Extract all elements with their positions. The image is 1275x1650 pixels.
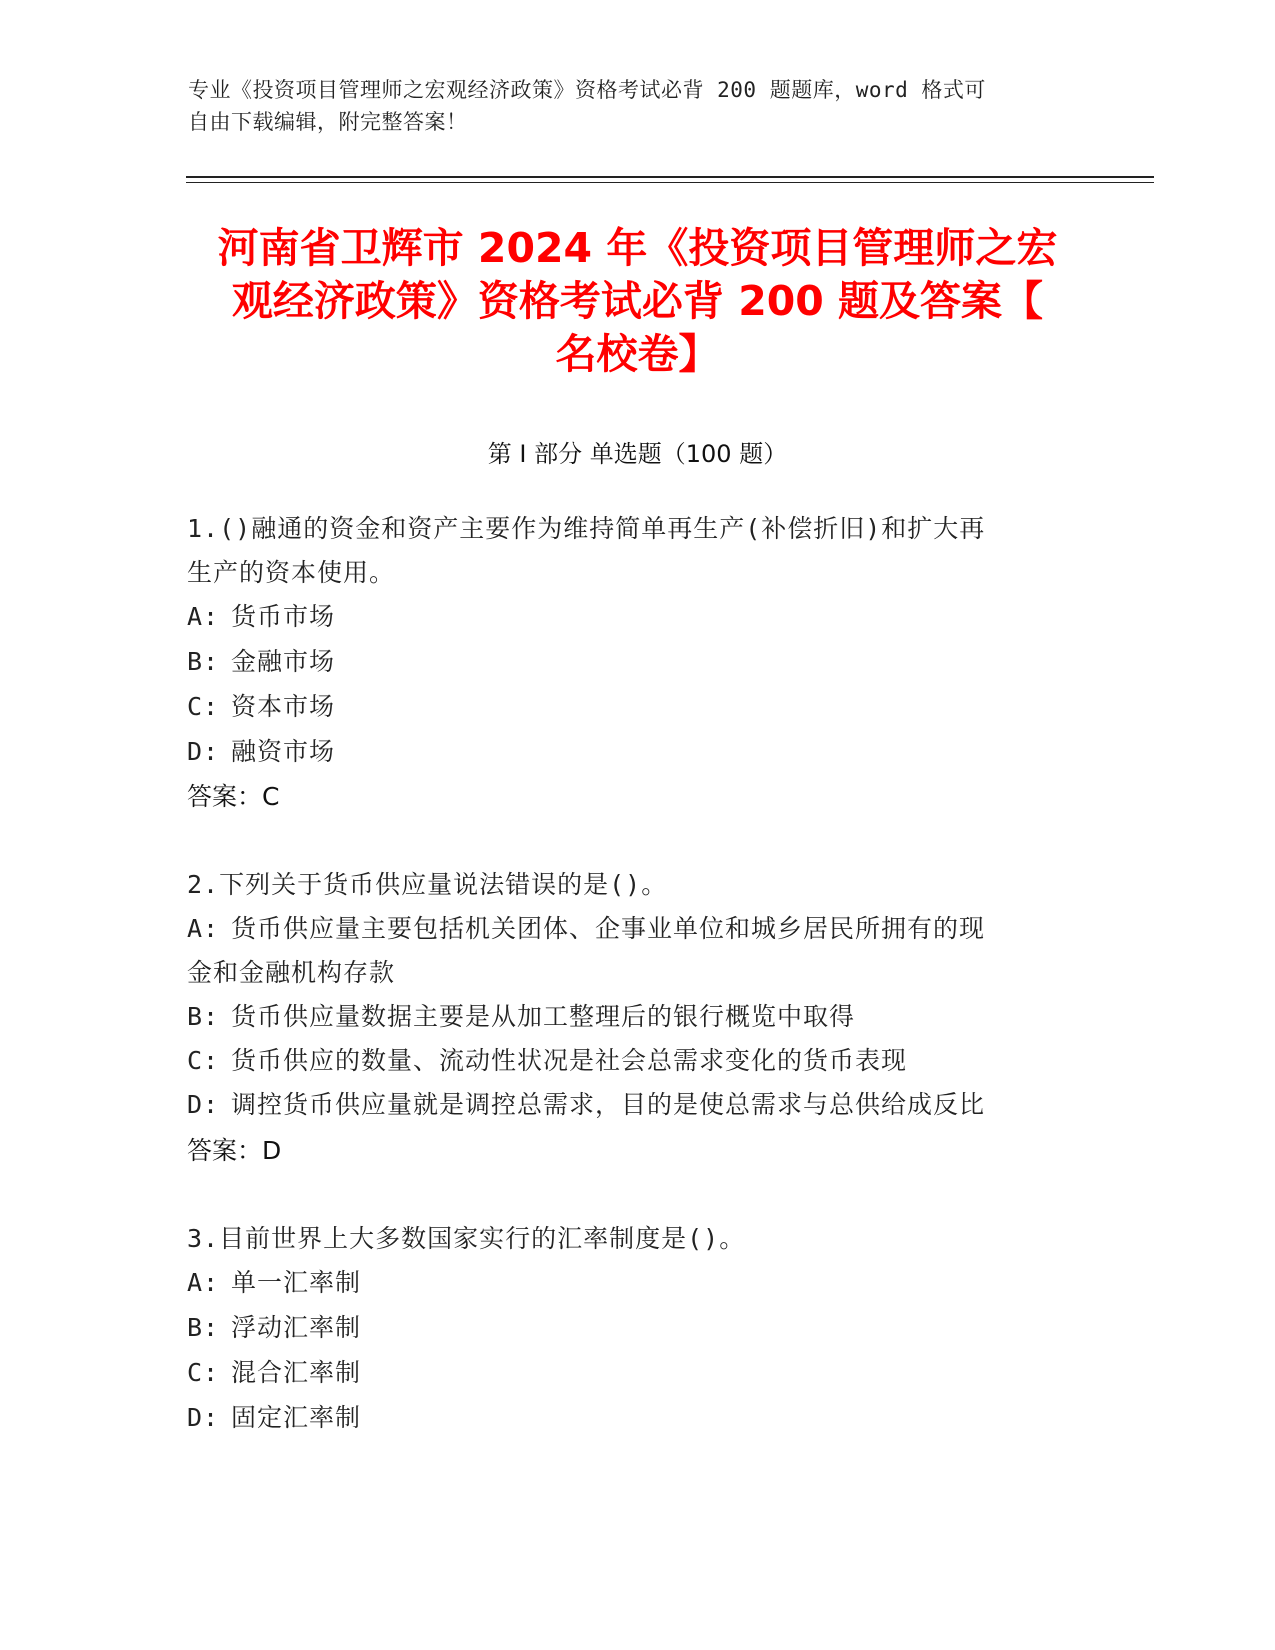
title-line-2: 观经济政策》资格考试必背 200 题及答案【 — [231, 277, 1044, 325]
option-text: 固定汇率制 — [231, 1403, 362, 1432]
header-line-1: 专业《投资项目管理师之宏观经济政策》资格考试必背 200 题题库，word 格式可 — [188, 78, 986, 102]
option-text: 混合汇率制 — [231, 1358, 362, 1387]
question-1-option-d — [187, 735, 335, 769]
option-letter: C: — [187, 1046, 220, 1075]
option-text: 货币市场 — [231, 602, 336, 631]
option-letter: B: — [187, 1002, 220, 1031]
option-text: 货币供应量数据主要是从加工整理后的银行概览中取得 — [231, 1002, 856, 1031]
question-2-option-d — [187, 1088, 985, 1122]
question-3-option-c — [187, 1356, 361, 1390]
option-letter: D: — [187, 1403, 220, 1432]
option-letter: B: — [187, 1313, 220, 1342]
question-2-option-b — [187, 1000, 855, 1034]
option-text: 金融市场 — [231, 647, 336, 676]
question-2-option-a-line-2: 金和金融机构存款 — [187, 958, 396, 987]
option-text: 调控货币供应量就是调控总需求，目的是使总需求与总供给成反比 — [231, 1090, 986, 1119]
header-divider-thick — [186, 176, 1154, 178]
option-text: 货币供应的数量、流动性状况是社会总需求变化的货币表现 — [231, 1046, 908, 1075]
document-title — [150, 222, 1125, 381]
header-divider-thin — [186, 182, 1154, 183]
question-1-stem-line-2: 生产的资本使用。 — [187, 558, 396, 587]
question-1-option-a — [187, 600, 335, 634]
option-letter: A: — [187, 914, 220, 943]
option-text: 资本市场 — [231, 692, 336, 721]
option-text: 融资市场 — [231, 737, 336, 766]
option-letter: D: — [187, 737, 220, 766]
option-letter: A: — [187, 602, 220, 631]
header-line-2: 自由下载编辑，附完整答案！ — [188, 110, 468, 134]
option-letter: C: — [187, 1358, 220, 1387]
option-letter: C: — [187, 692, 220, 721]
option-letter: B: — [187, 647, 220, 676]
section-title: 第 I 部分 单选题（100 题） — [487, 440, 788, 468]
header-note — [188, 74, 1068, 138]
option-text: 单一汇率制 — [231, 1268, 362, 1297]
option-letter: D: — [187, 1090, 220, 1119]
option-letter: A: — [187, 1268, 220, 1297]
question-1-stem-line-1: 1.()融通的资金和资产主要作为维持简单再生产(补偿折旧)和扩大再 — [187, 514, 986, 543]
question-2-stem: 2.下列关于货币供应量说法错误的是()。 — [187, 870, 668, 899]
question-3-option-d — [187, 1401, 361, 1435]
question-2-option-c — [187, 1044, 907, 1078]
question-3-option-b — [187, 1311, 361, 1345]
question-1-option-c — [187, 690, 335, 724]
option-text: 浮动汇率制 — [231, 1313, 362, 1342]
question-1-option-b — [187, 645, 335, 679]
title-line-3: 名校卷】 — [555, 330, 720, 378]
question-1-answer: 答案：C — [187, 782, 280, 811]
question-2-answer: 答案：D — [187, 1136, 282, 1165]
question-3-stem: 3.目前世界上大多数国家实行的汇率制度是()。 — [187, 1224, 746, 1253]
question-2-option-a — [187, 912, 985, 946]
question-3-option-a — [187, 1266, 361, 1300]
title-line-1: 河南省卫辉市 2024 年《投资项目管理师之宏 — [217, 224, 1058, 272]
option-text: 货币供应量主要包括机关团体、企事业单位和城乡居民所拥有的现 — [231, 914, 986, 943]
